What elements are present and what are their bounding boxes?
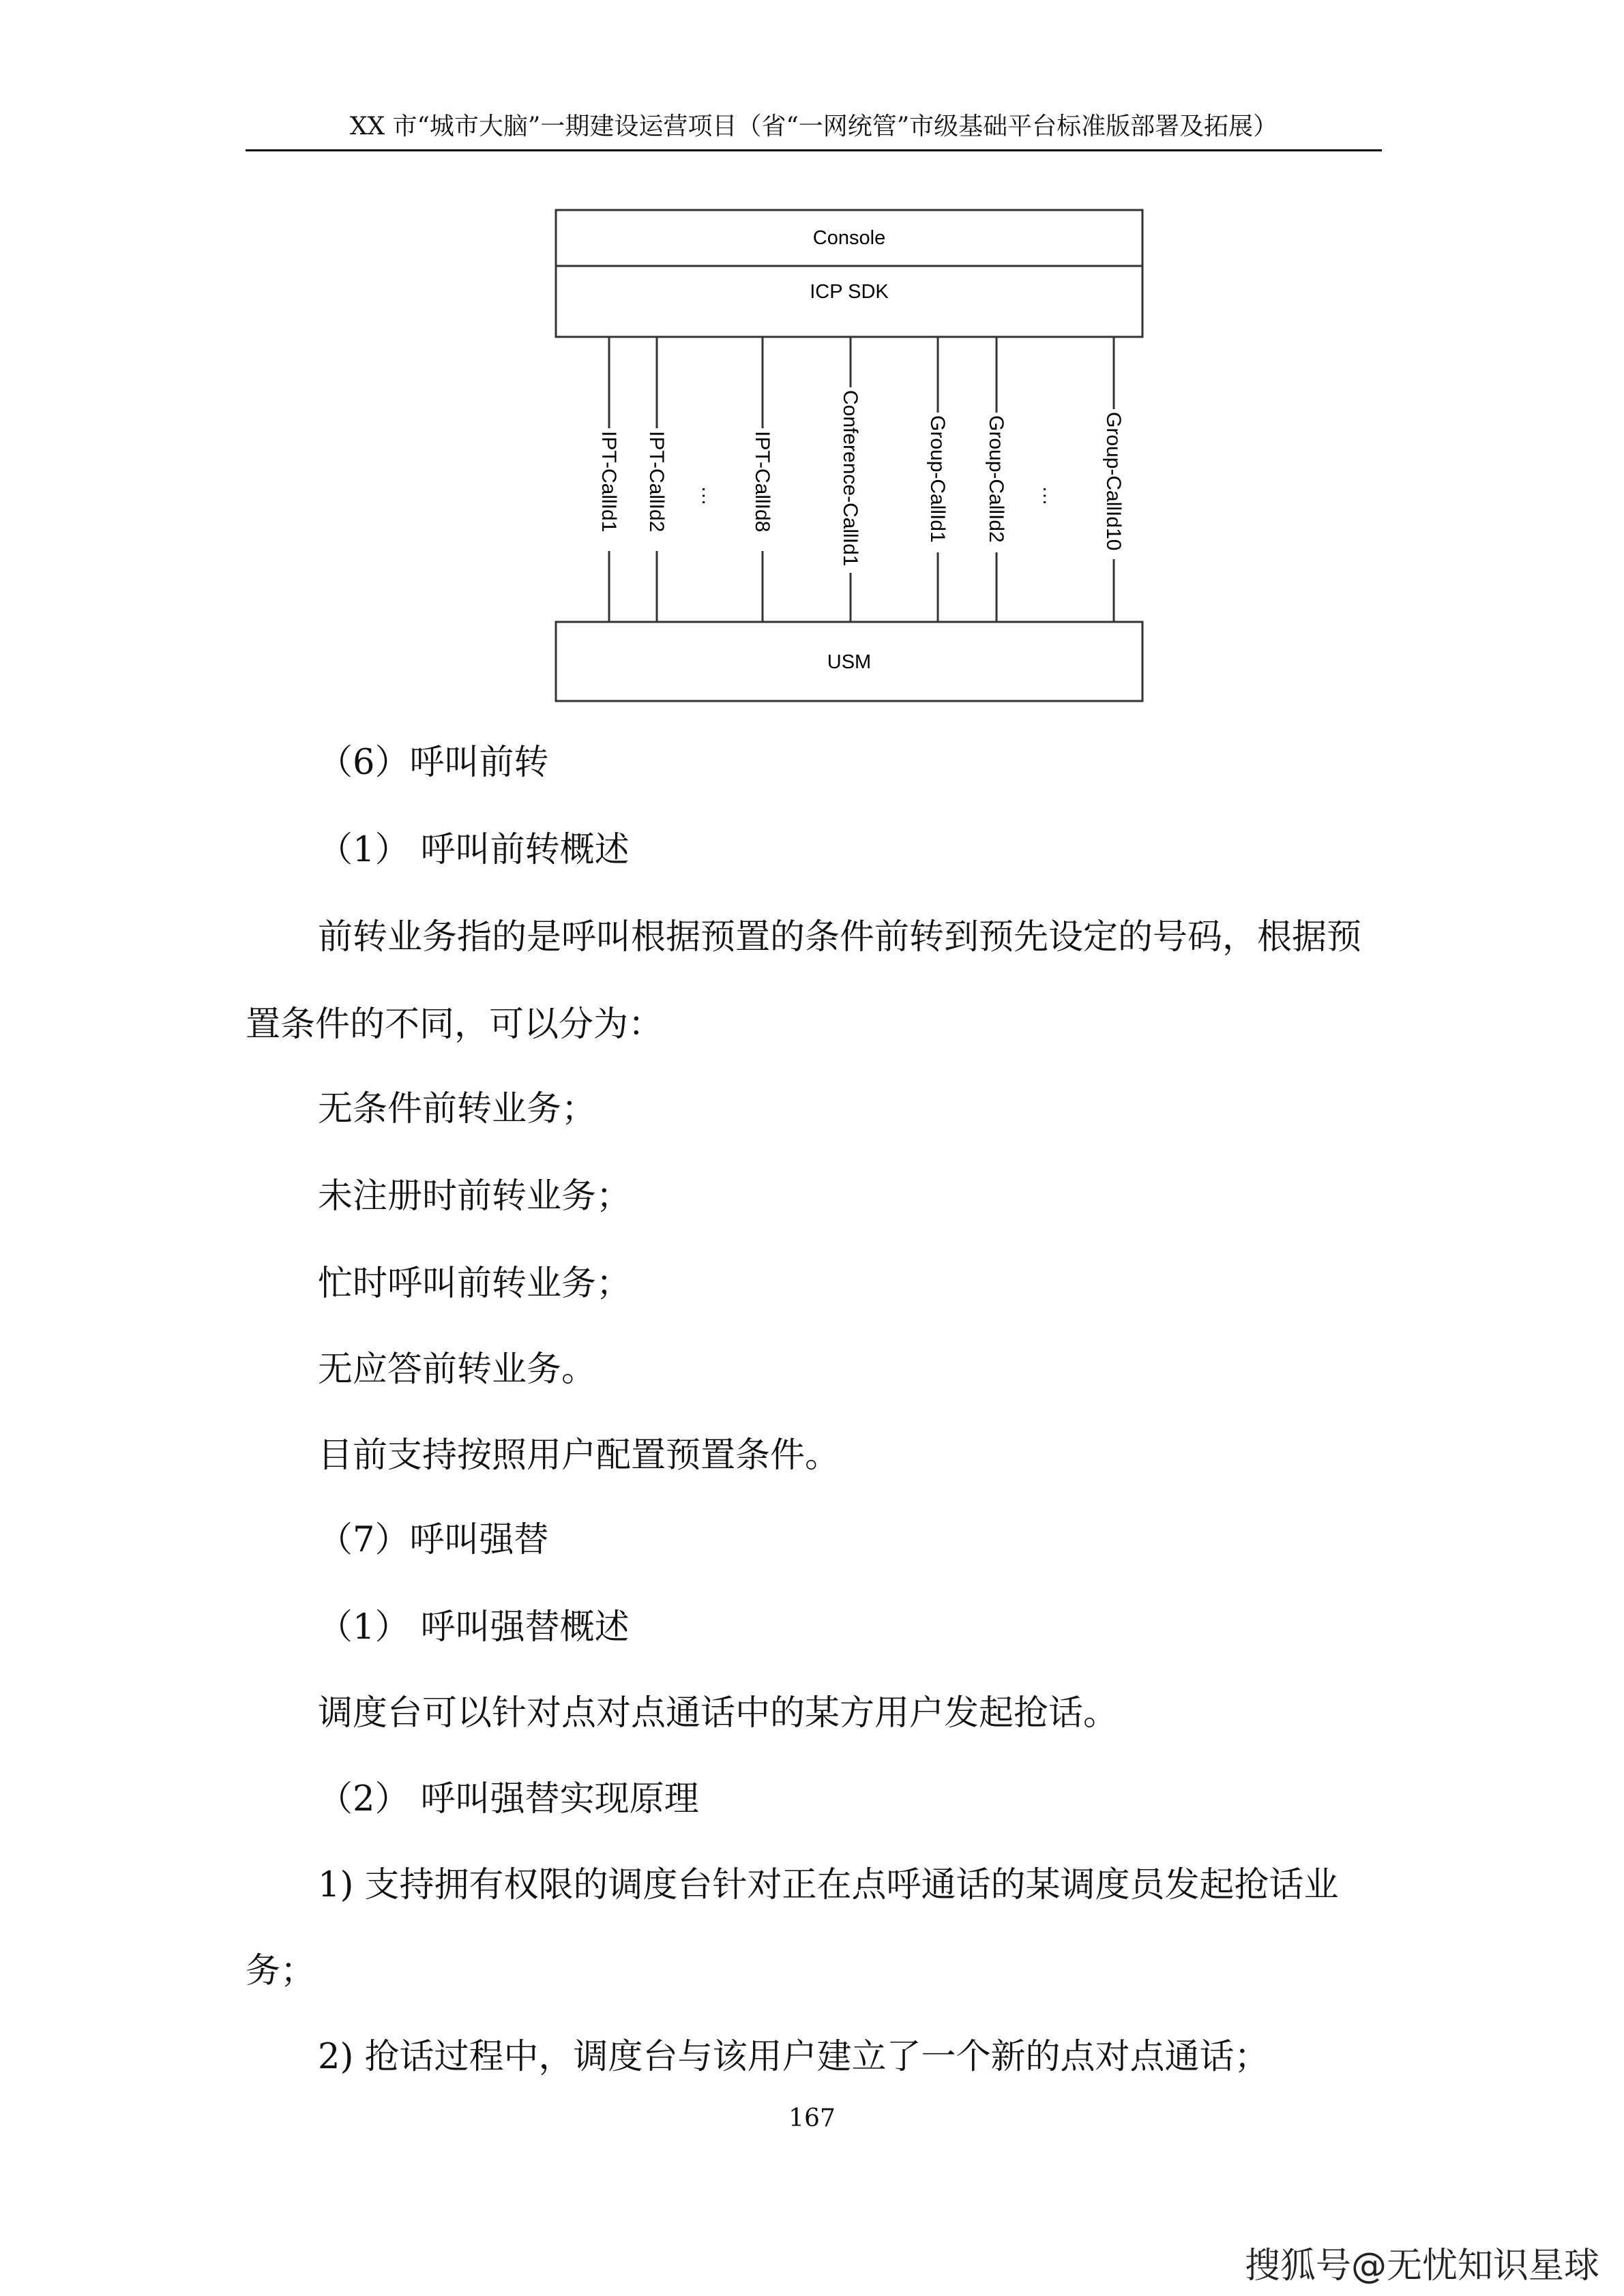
list-item-no-answer-forward: 无应答前转业务。	[318, 1350, 597, 1390]
channel-label-group-callid1: Group-CallId1	[926, 415, 949, 543]
channel-ellipsis-2: …	[1039, 486, 1061, 506]
section-heading-call-forward: （6）呼叫前转	[318, 743, 549, 783]
page-header: XX 市“城市大脑”一期建设运营项目（省“一网统管”市级基础平台标准版部署及拓展）	[349, 113, 1278, 140]
subheading-call-forward-overview: （1） 呼叫前转概述	[318, 830, 630, 870]
channel-label-conference-callid1: Conference-CallId1	[839, 390, 861, 567]
architecture-diagram	[0, 0, 1624, 750]
subheading-call-override-principle: （2） 呼叫强替实现原理	[318, 1779, 699, 1819]
paragraph-override-intro: 调度台可以针对点对点通话中的某方用户发起抢话。	[318, 1693, 1119, 1733]
paragraph-forward-intro-line1: 前转业务指的是呼叫根据预置的条件前转到预先设定的号码，根据预	[318, 917, 1362, 957]
paragraph-forward-intro-line2: 置条件的不同，可以分为：	[246, 1004, 664, 1045]
channel-label-ipt-callid2: IPT-CallId2	[645, 431, 668, 533]
paragraph-forward-support: 目前支持按照用户配置预置条件。	[318, 1435, 840, 1476]
list-item-busy-forward: 忙时呼叫前转业务；	[318, 1264, 632, 1304]
list-item-unregistered-forward: 未注册时前转业务；	[318, 1176, 632, 1217]
usm-label: USM	[827, 651, 872, 673]
channel-label-ipt-callid8: IPT-CallId8	[751, 431, 773, 533]
subheading-call-override-overview: （1） 呼叫强替概述	[318, 1607, 630, 1648]
channel-ellipsis-1: …	[698, 486, 720, 506]
channel-label-group-callid2: Group-CallId2	[985, 415, 1007, 543]
icp-sdk-label: ICP SDK	[810, 281, 889, 303]
console-label: Console	[812, 227, 886, 249]
list-item-unconditional-forward: 无条件前转业务；	[318, 1089, 597, 1129]
channel-label-ipt-callid1: IPT-CallId1	[597, 431, 620, 533]
page-number: 167	[788, 2104, 836, 2132]
list-item-override-1-line1: 1) 支持拥有权限的调度台针对正在点呼通话的某调度员发起抢话业	[318, 1865, 1339, 1905]
channel-label-group-callid10: Group-CallId10	[1102, 412, 1125, 551]
section-heading-call-override: （7）呼叫强替	[318, 1520, 549, 1560]
list-item-override-1-line2: 务；	[246, 1951, 316, 1991]
list-item-override-2: 2) 抢话过程中，调度台与该用户建立了一个新的点对点通话；	[318, 2037, 1269, 2077]
watermark: 搜狐号@无忧知识星球	[1244, 2246, 1599, 2286]
